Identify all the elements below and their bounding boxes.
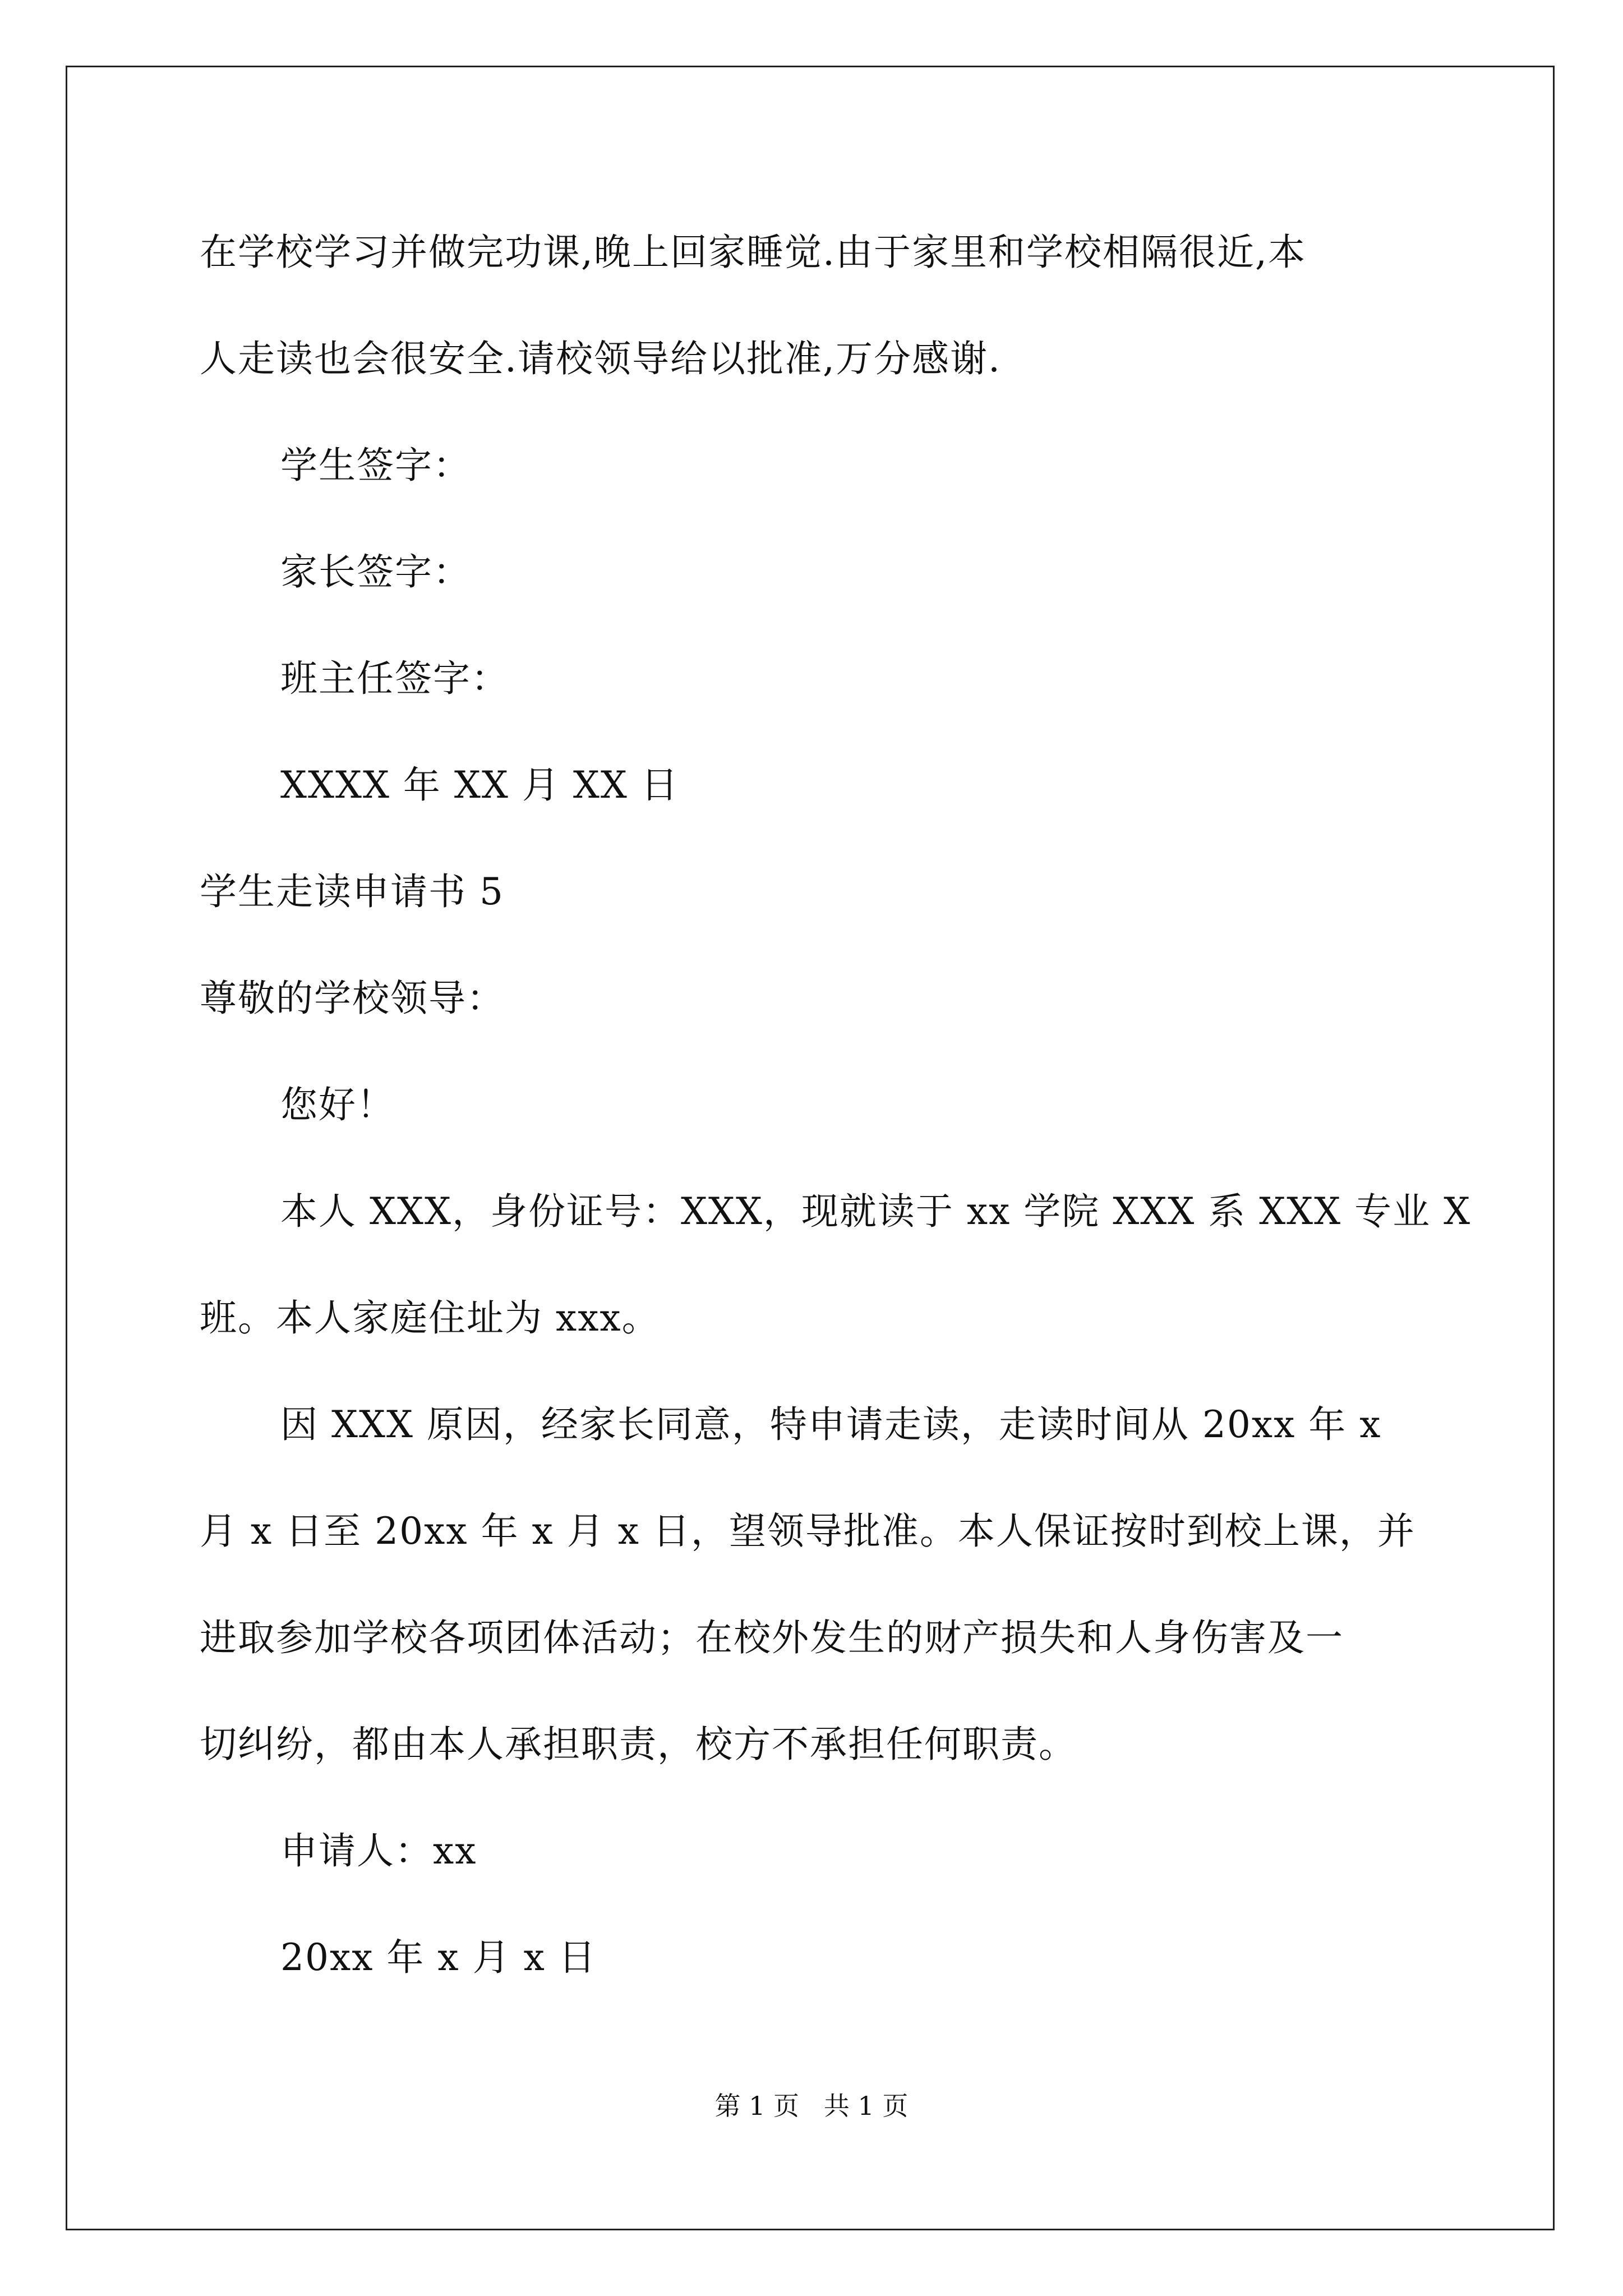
applicant-date: 20xx 年 x 月 x 日 (280, 1936, 597, 1979)
greeting: 您好！ (280, 1083, 395, 1126)
body-paragraph-line: 切纠纷，都由本人承担职责，校方不承担任何职责。 (200, 1723, 1077, 1766)
applicant-label: 申请人：xx (280, 1829, 477, 1872)
body-paragraph-line: 本人 XXX，身份证号：XXX，现就读于 xx 学院 XXX 系 XXX 专业 X (280, 1190, 1472, 1233)
body-paragraph-line: 班。本人家庭住址为 xxx。 (200, 1296, 660, 1340)
parent-signature-label: 家长签字： (280, 550, 471, 593)
section-title: 学生走读申请书 5 (200, 870, 504, 913)
body-paragraph-line: 因 XXX 原因，经家长同意，特申请走读，走读时间从 20xx 年 x (280, 1403, 1382, 1446)
page-footer: 第 1 页 共 1 页 (714, 2091, 909, 2121)
body-paragraph-line: 月 x 日至 20xx 年 x 月 x 日，望领导批准。本人保证按时到校上课，并 (200, 1510, 1415, 1553)
salutation: 尊敬的学校领导： (200, 977, 505, 1020)
paragraph-line: 人走读也会很安全.请校领导给以批准,万分感谢. (200, 337, 1001, 380)
teacher-signature-label: 班主任签字： (280, 657, 509, 700)
student-signature-label: 学生签字： (280, 444, 471, 487)
body-paragraph-line: 进取参加学校各项团体活动；在校外发生的财产损失和人身伤害及一 (200, 1616, 1344, 1659)
signature-date: XXXX 年 XX 月 XX 日 (280, 763, 679, 807)
page-frame (66, 66, 1555, 2230)
paragraph-line: 在学校学习并做完功课,晚上回家睡觉.由于家里和学校相隔很近,本 (200, 231, 1306, 274)
